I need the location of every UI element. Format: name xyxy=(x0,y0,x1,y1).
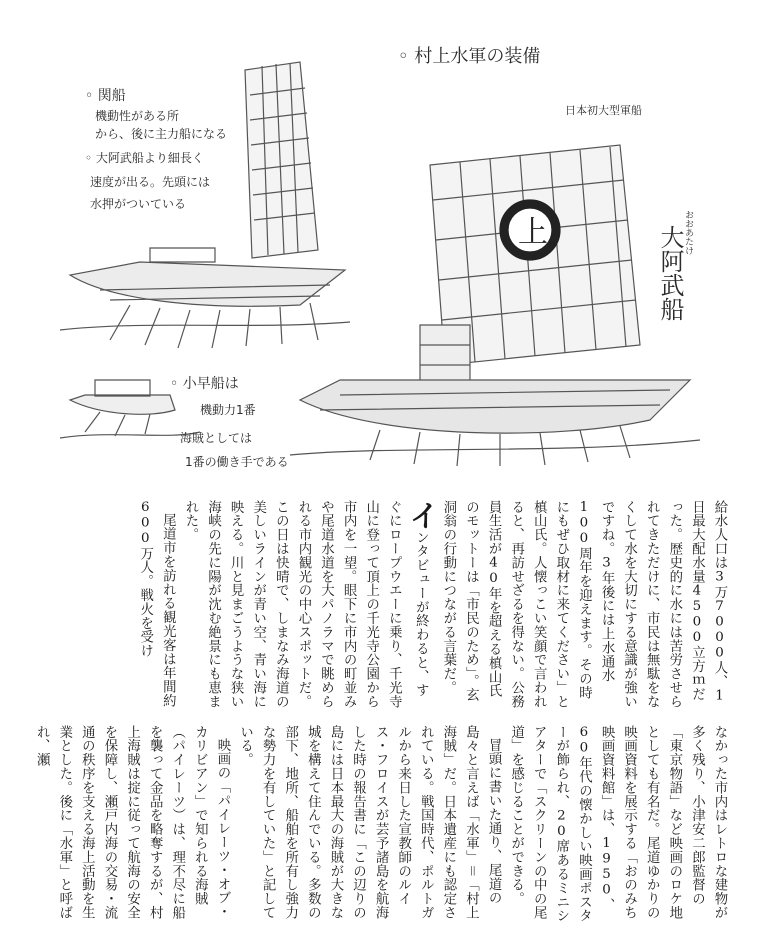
paragraph: 尾道市を訪れる観光客は年間約600万人。戦火を受け xyxy=(137,500,176,708)
illustration-title: ◦ 村上水軍の装備 xyxy=(398,46,541,67)
atake-name: 大阿武船 xyxy=(656,225,684,321)
seki-note: ◦ 大阿武船より細長く xyxy=(85,151,204,165)
sail-emblem: 上 xyxy=(518,215,548,250)
paragraph: 映画の「パイレーツ・オブ・カリビアン」で知られる海賊（パイレーツ）は、理不尽に船を襲って金品を略奪するが、村上海賊は掟に従って航海の安全を保障し、瀬戸内海の交易・流通の秩序を支える海上活動を生業とした。後に「水軍」と呼ばれ、瀬 xyxy=(34,725,230,920)
kobaya-note: 海賊としては xyxy=(180,431,253,445)
kobaya-heading: ◦ 小早船は xyxy=(170,376,239,392)
seki-note: 速度が出る。先頭には xyxy=(90,175,211,189)
paragraph: なかった市内はレトロな建物が多く残り、小津安二郎監督の「東京物語」など映画のロケ地としても有名だ。尾道ゆかりの映画資料を展示する「おのみち映画資料館」は、1950、60年代の懐かしい映画ポスターが飾られ、20席あるミニシアターで「スクリーンの中の尾道」を感じることができる。 xyxy=(508,725,727,923)
seki-note: 水押がついている xyxy=(90,197,187,211)
article-upper-block xyxy=(137,500,730,710)
paragraph: 給水人口は3万7000人、1日最大配水量4500立方ｍだった。歴史的に水には苦労させられてきただけに、市民は無駄をなくして水を大切にする意識が強いですね。3年後には上水通水100周年を迎えます。その時にもぜひ取材に来てください」と槙山氏。人懐っこい笑顔で言われると、再訪せざるを得ない。公務員生活が40年を超える槙山氏のモットーは「市民のため」。玄洞翁の行動につながる言葉だ。 xyxy=(440,500,727,709)
kobaya-note: 機動力1番 xyxy=(200,403,256,417)
drop-cap: イ xyxy=(403,500,439,531)
seki-ship-heading: ◦ 関船 xyxy=(85,88,126,104)
atake-ship-drawing xyxy=(290,145,700,466)
atake-ruby: おおあたけ xyxy=(683,210,693,255)
atake-caption: 日本初大型軍船 xyxy=(565,104,642,117)
paragraph: 冒頭に書いた通り、尾道の島々と言えば「水軍」＝「村上海賊」だ。日本遺産にも認定されている。戦国時代、ポルトガルから来日した宣教師のルイス・フロイスが芸予諸島を航海した時の報告書に「この辺りの島には日本最大の海賊が大きな城を構えて住んでいる。多数の部下、地所、船舶を所有し強力な勢力を有していた」と記している。 xyxy=(237,725,502,920)
seki-note: 機動性がある所 xyxy=(95,109,180,123)
kobaya-note: 1番の働き手である xyxy=(185,455,289,469)
paragraph: インタビューが終わると、すぐにロープウエーに乗り、千光寺山に登って頂上の千光寺公園から市内を一望。眼下に市内の町並みや尾道水道を大パノラマで眺められる市内観光の中心スポットだ。この日は快晴で、しまなみ海道の美しいラインが青い空、青い海に映える。川と見まごうような狭い海峡の先に陽が沈む絶景にも恵まれた。 xyxy=(182,500,439,709)
article-lower-block xyxy=(34,725,730,930)
seki-note: から、後に主力船になる xyxy=(95,127,228,141)
